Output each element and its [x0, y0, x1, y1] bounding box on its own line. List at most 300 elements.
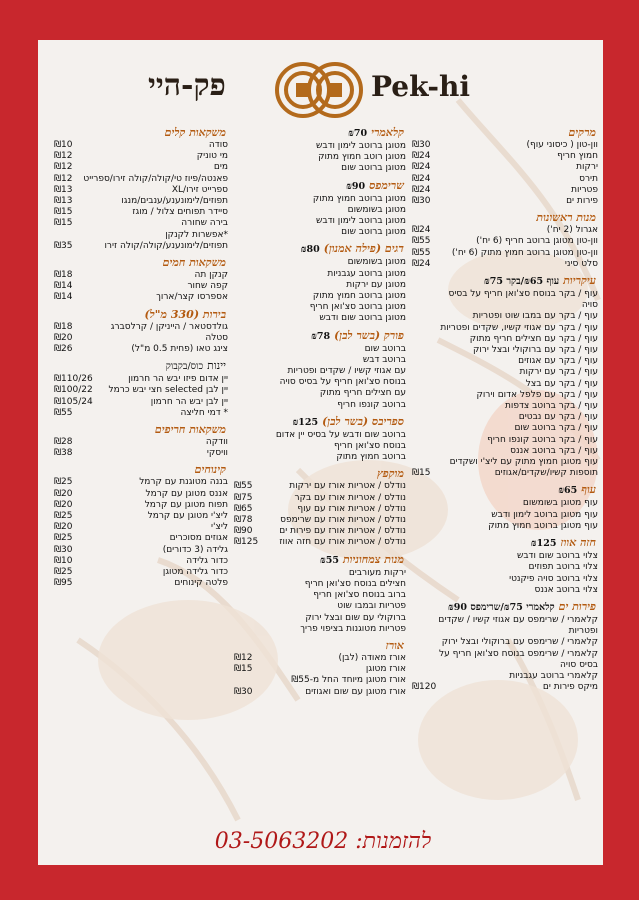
menu-item-price: ₪55	[412, 236, 431, 247]
menu-item	[234, 515, 406, 526]
menu-item-price: ₪12	[54, 162, 73, 173]
menu-item-price: ₪25	[54, 567, 73, 578]
menu-item	[234, 291, 406, 302]
section-title: פירות ים	[558, 599, 596, 613]
menu-item-name: גלידה (3 כדורים)	[162, 544, 228, 555]
menu-item-name: עוף / בקר עם אגוזים	[518, 356, 598, 367]
menu-column-right	[412, 126, 598, 697]
menu-item-price: ₪90	[234, 526, 253, 537]
menu-item	[54, 151, 228, 162]
menu-item-name: מטוגן רוטב חמוץ מתוק	[318, 152, 406, 163]
menu-item-name: עוף מטוגן ברוטב חמוץ מתוק	[488, 520, 598, 531]
menu-item-name: תפוזים/לימונענע/ענבים/מנגו	[121, 196, 228, 207]
menu-item-name: קנקן תה	[194, 270, 228, 281]
menu-item-name: עוף / בקר עם בצל	[525, 378, 598, 389]
menu-item-price: ₪125	[234, 537, 259, 548]
menu-item-name: מטוגן עם ירקות	[346, 279, 406, 290]
menu-item-name: סיידר תפוחים צלול / מוגז	[132, 207, 228, 218]
menu-item-price: ₪15	[54, 218, 73, 229]
menu-item-name: תפוזים/לימונענע/קולה/קולה זירו	[104, 240, 228, 251]
menu-item-name: קלאמרי / שרימפס עם אגוזי קשיו / שקדים ופטריות	[438, 614, 598, 637]
menu-item-name: פטריות	[571, 184, 598, 195]
section-title: יינות	[207, 359, 226, 373]
menu-item-name: אגוזים מסוכרים	[169, 533, 228, 544]
menu-item-name: מטוגן ברוטב שום	[341, 163, 406, 174]
section-heading	[412, 126, 598, 140]
menu-item-name: חמוץ חריף	[557, 151, 598, 162]
menu-item	[412, 446, 598, 457]
menu-item-price: ₪55	[54, 407, 73, 418]
menu-item-price: ₪14	[54, 281, 73, 292]
menu-item-price: ₪25	[54, 511, 73, 522]
menu-item-name: אננס מטוגן עם קרמל	[145, 488, 228, 499]
order-phone: להזמנות: 03-5063202	[214, 829, 432, 854]
menu-item-name: אורז מטוגן מיוחד החל מ-₪55	[291, 675, 406, 686]
section-title: קלאמרי	[371, 126, 404, 139]
menu-item-price: ₪20	[54, 332, 73, 343]
menu-item-name: בנוסח סצ'ואן חריף	[333, 441, 406, 452]
menu-item	[412, 562, 598, 573]
menu-item-name: אורז מאודה (לבן)	[338, 652, 406, 663]
menu-item	[412, 435, 598, 446]
menu-item	[412, 345, 598, 356]
menu-item-name: עוף / בקר עם במבו שוט ופטריות	[472, 311, 598, 322]
menu-section	[54, 308, 228, 356]
menu-item-name: יין אדום פיזו יבש הר חרמון	[128, 374, 228, 385]
menu-item-name: מטוגן בשומשום	[347, 257, 406, 268]
menu-item	[234, 257, 406, 268]
menu-item	[412, 356, 598, 367]
section-heading	[234, 126, 406, 141]
menu-section	[412, 600, 598, 693]
menu-item-price: ₪26	[54, 344, 73, 355]
menu-item	[234, 216, 406, 227]
menu-item-name: נודלס / אטריות אורז עם חזה אווז	[279, 537, 406, 548]
section-heading	[54, 359, 228, 374]
menu-item	[234, 227, 406, 238]
section-heading	[412, 274, 598, 289]
menu-item-price: ₪38	[54, 448, 73, 459]
section-heading	[234, 242, 406, 257]
menu-item-name: תפוח מטוגן עם קרמל	[144, 499, 228, 510]
menu-item-name: יין לבן selected חצי יבש כרמל	[108, 385, 228, 396]
section-price: ₪70	[348, 128, 368, 139]
section-title: משקאות חמים	[162, 256, 226, 270]
menu-item	[412, 259, 598, 270]
section-heading	[234, 179, 406, 194]
menu-item	[412, 390, 598, 401]
menu-item	[412, 401, 598, 412]
menu-section	[234, 639, 406, 698]
menu-item-name: ירקות מעורבים	[348, 567, 406, 578]
menu-item	[234, 537, 406, 548]
section-price: ₪125	[292, 416, 319, 428]
menu-item-price: ₪55	[412, 247, 431, 258]
menu-item-price: ₪30	[412, 196, 431, 207]
menu-section	[54, 256, 228, 304]
menu-item	[412, 151, 598, 162]
menu-item	[234, 624, 406, 635]
menu-section	[412, 126, 598, 207]
menu-item	[412, 248, 598, 259]
menu-item-name: צלוי ברוטב תפוזים	[528, 562, 598, 573]
section-price: ₪55	[319, 554, 339, 566]
menu-item-name: עוף / בקר עם ברוקולי ובצל ירוק	[472, 345, 598, 356]
menu-item-name: ברוב בנוסח סצ'ואן חריף	[313, 590, 406, 601]
menu-item-name: ברוטב שום ודבש על בסיס יין אדום	[275, 429, 406, 440]
section-price: ₪90	[346, 180, 366, 192]
menu-section	[412, 211, 598, 270]
section-title: משקאות חריפים	[154, 423, 226, 437]
section-heading	[54, 423, 228, 437]
section-title: קינוחים	[194, 463, 226, 477]
menu-item-price: ₪78	[234, 515, 253, 526]
menu-item-name: צלוי ברוטב סויה פיקנטי	[509, 573, 598, 584]
menu-item	[412, 468, 598, 479]
menu-item-name: ברוטב חמוץ מתוק	[336, 452, 406, 463]
menu-item	[412, 682, 598, 693]
menu-item-price: ₪105/24	[54, 396, 93, 407]
menu-item	[412, 510, 598, 521]
menu-item	[234, 366, 406, 377]
menu-item-name: מטוגן ברוטב לימון ודבש	[315, 141, 406, 151]
section-title: שרימפס	[369, 178, 404, 192]
menu-item	[412, 551, 598, 562]
menu-section	[234, 179, 406, 239]
menu-item	[412, 671, 598, 682]
menu-item-name: כדור גלידה	[186, 555, 228, 566]
menu-item	[234, 526, 406, 537]
menu-item-name: וון-טון מטוגן ברוטב חריף (6 יח')	[476, 236, 598, 247]
menu-item-name: עוף מטוגן חמוץ מתוק עם ליצ'י ושקדים	[449, 457, 598, 468]
menu-item-price: ₪30	[54, 544, 73, 555]
section-title: מנות ראשונות	[536, 211, 596, 225]
menu-item-name: מיקס פירות ים	[542, 682, 598, 693]
menu-item-name: סטלה	[205, 332, 228, 343]
menu-item	[412, 140, 598, 151]
menu-item-price: ₪25	[54, 533, 73, 544]
menu-item-name: ספרייט זירו/XL	[171, 184, 228, 195]
menu-item-name: חצילים בנוסח סצ'ואן חריף	[304, 578, 406, 589]
section-heading	[412, 536, 598, 551]
menu-item-name: וון-טון מטוגן ברוטב חמוץ מתוק (6 יח')	[451, 247, 598, 258]
menu-item	[234, 302, 406, 313]
section-title: מוקפץ	[377, 467, 404, 481]
brand-name-english: Pek-hi	[371, 70, 470, 103]
menu-item-price: ₪25	[54, 477, 73, 488]
menu-item	[412, 498, 598, 509]
section-price: ₪78	[311, 330, 331, 342]
menu-item-name: יין לבן יבש הר חרמון	[150, 396, 228, 407]
menu-item-name: עוף / בקר עם פלפל אדום וירוק	[476, 389, 598, 400]
menu-item	[54, 230, 228, 241]
menu-item-name: *אפשרות לקנקן	[165, 229, 228, 240]
menu-item	[54, 477, 228, 488]
menu-item	[234, 163, 406, 174]
menu-item-name: סלט סיני	[564, 258, 598, 269]
menu-item	[54, 437, 228, 448]
menu-item-name: קלאמרי / שרימפס בנוסח סצ'ואן חריף על בסיס סויה	[439, 648, 598, 670]
menu-section	[234, 242, 406, 324]
menu-item	[234, 481, 406, 492]
section-title: עוף	[581, 483, 596, 497]
menu-item-name: וון-טון ( כיסוני עוף)	[526, 140, 598, 150]
menu-item-name: קפה שחור	[187, 281, 228, 292]
menu-item-name: צלוי ברוטב אננס	[534, 584, 598, 595]
menu-item-price: ₪24	[412, 162, 431, 173]
menu-item-price: ₪12	[54, 173, 73, 184]
menu-item	[234, 355, 406, 366]
menu-item	[54, 408, 228, 419]
menu-item	[412, 162, 598, 173]
section-subtitle: עוף ₪65/בקר ₪75	[484, 276, 560, 288]
menu-item-price: ₪24	[412, 184, 431, 195]
menu-item	[412, 289, 598, 311]
menu-item-price: ₪13	[54, 184, 73, 195]
menu-item	[54, 556, 228, 567]
menu-item-name: מטוגן בשומשום	[347, 204, 406, 215]
menu-item-name: בירה שחורה	[181, 218, 228, 229]
menu-section	[234, 415, 406, 464]
menu-item-name: עם חצילים חריף מתוק	[319, 388, 406, 399]
menu-item	[412, 311, 598, 322]
menu-item	[412, 649, 598, 671]
menu-item-name: קלאמרי / שרימפס עם ברוקולי ובצל ירוק	[441, 637, 598, 648]
section-subtitle: קלאמרי ₪75/שרימפס ₪90	[448, 601, 555, 613]
menu-item-name: בנוסח סצ'ואן חריף על בסיס סויה	[279, 377, 406, 388]
menu-item	[412, 196, 598, 207]
menu-item-price: ₪100/22	[54, 385, 93, 396]
menu-item-price: ₪20	[54, 499, 73, 510]
menu-item	[54, 374, 228, 385]
brand-name-hebrew: פק-היי	[148, 68, 226, 103]
menu-item-name: בננה מטוגנת עם קרמל	[139, 477, 228, 488]
section-title: עיקריות	[563, 274, 596, 288]
menu-item-name: נודלס / אטריות אורז עם פירות ים	[279, 526, 406, 537]
menu-item	[54, 281, 228, 292]
menu-item-name: * דמי חליצה	[180, 407, 228, 418]
menu-item-price: ₪10	[54, 555, 73, 566]
menu-item	[412, 225, 598, 236]
section-heading	[54, 308, 228, 322]
menu-item-price: ₪30	[234, 686, 253, 697]
menu-item-name: עוף / בקר בנוסח סצ'ואן חריף על בסיס סויה	[448, 289, 598, 311]
section-title: מנות צמחוניות	[342, 552, 404, 566]
section-heading	[412, 211, 598, 225]
menu-item	[412, 615, 598, 637]
menu-item	[412, 574, 598, 585]
menu-item-name: עוף / בקר ברוטב קונפו חריף	[487, 434, 598, 445]
menu-item	[234, 579, 406, 590]
menu-item-name: גולדסטאר / הייניקן / קרלסברג	[110, 321, 228, 332]
section-title: אורז	[385, 638, 404, 652]
menu-item	[54, 162, 228, 173]
menu-item-price: ₪14	[54, 292, 73, 303]
menu-item-price: ₪10	[54, 140, 73, 150]
menu-item	[234, 194, 406, 205]
menu-item	[54, 174, 228, 185]
menu-item-name: פטריות מטוגנות בציפוי פריך	[300, 623, 406, 634]
menu-item-price: ₪12	[234, 652, 253, 663]
menu-item	[234, 601, 406, 612]
menu-item-name: פלטה קינוחים	[174, 578, 228, 589]
menu-item-price: ₪18	[54, 321, 73, 332]
menu-item-name: מטוגן ברוטב חמוץ מתוק	[312, 291, 406, 302]
menu-item-name: נודלס / אטריות אורז עם שרימפס	[280, 515, 406, 526]
menu-sheet	[38, 40, 603, 865]
section-price: ₪65	[558, 485, 578, 497]
section-heading	[234, 639, 406, 653]
menu-item	[412, 457, 598, 468]
menu-item-price: ₪20	[54, 522, 73, 533]
menu-section	[412, 536, 598, 596]
menu-item-price: ₪35	[54, 240, 73, 251]
section-heading	[54, 126, 228, 140]
menu-item	[412, 185, 598, 196]
menu-item	[54, 385, 228, 396]
menu-item-price: ₪55	[234, 481, 253, 492]
menu-item	[54, 196, 228, 207]
menu-item-name: נודלס / אטריות אורז עם עוף	[297, 503, 406, 514]
menu-item	[54, 448, 228, 459]
menu-item-name: פירות ים	[566, 196, 598, 207]
menu-item-name: פטריות ובמבו שוט	[337, 601, 406, 612]
menu-item	[412, 334, 598, 345]
menu-item	[54, 185, 228, 196]
menu-item-name: אורז מטוגן	[365, 664, 406, 675]
menu-item-name: ליצ'י	[211, 522, 228, 533]
menu-section	[234, 126, 406, 175]
menu-item	[234, 653, 406, 664]
menu-item	[234, 441, 406, 452]
section-price: ₪80	[300, 244, 320, 256]
menu-item-name: ירקות	[576, 162, 598, 173]
menu-item-price: ₪65	[234, 503, 253, 514]
menu-item	[54, 522, 228, 533]
section-heading	[234, 467, 406, 481]
menu-item-name: מטוגן ברוטב עגבניות	[327, 268, 406, 279]
menu-item	[412, 323, 598, 334]
menu-item-price: ₪18	[54, 270, 73, 281]
menu-item	[54, 489, 228, 500]
menu-item	[412, 585, 598, 596]
menu-item-price: ₪24	[412, 151, 431, 162]
menu-item-price: ₪24	[412, 173, 431, 184]
menu-item-name: מטוגן ברוטב שום ודבש	[319, 313, 406, 324]
menu-item-name: אספרסו קצר/ארוך	[156, 292, 228, 303]
menu-item	[54, 333, 228, 344]
menu-section	[234, 329, 406, 411]
menu-item-price: ₪95	[54, 578, 73, 589]
menu-item-name: עם אגוזי קשיו / שקדים ופטריות	[287, 366, 406, 377]
menu-item-price: ₪24	[412, 225, 431, 236]
menu-item-name: עוף מטוגן בשומשום	[522, 498, 598, 509]
menu-item-name: ברוטב שום	[364, 343, 406, 354]
menu-item-name: מטוגן ברוטב סצ'ואן חריף	[309, 302, 406, 313]
menu-item-name: עוף / בקר עם אגוזי קשיו, שקדים ופטריות	[440, 322, 598, 333]
menu-item	[234, 493, 406, 504]
menu-item	[54, 218, 228, 229]
menu-item	[54, 533, 228, 544]
menu-item-name: סודה	[208, 140, 228, 150]
section-price: ₪125	[530, 538, 557, 550]
menu-item	[412, 174, 598, 185]
section-title: ספריבס (בשר לבן)	[322, 414, 404, 428]
menu-item	[54, 292, 228, 303]
menu-item	[234, 344, 406, 355]
menu-item-name: קלאמרי ברוטב עגבניות	[509, 670, 598, 681]
menu-section	[412, 483, 598, 532]
menu-item-price: ₪75	[234, 492, 253, 503]
menu-item-name: נודלס / אטריות אורז עם בקר	[294, 492, 406, 503]
menu-item-name: ברוטב קונפו חריף	[337, 399, 406, 410]
menu-item-name: ליצ'י מטוגן עם קרמל	[147, 511, 228, 522]
section-title: משקאות קלים	[164, 126, 226, 139]
menu-item	[412, 637, 598, 648]
section-heading	[234, 329, 406, 344]
menu-item	[412, 423, 598, 434]
menu-item	[54, 545, 228, 556]
menu-item	[234, 664, 406, 675]
menu-item-price: ₪12	[54, 151, 73, 162]
menu-item-price: ₪13	[54, 196, 73, 207]
menu-section	[54, 463, 228, 589]
menu-item-name: תוספות קשיו/שקדים/אגוזים	[494, 468, 598, 479]
menu-item	[234, 452, 406, 463]
menu-item-name: אגרול (2 יח')	[546, 225, 598, 236]
menu-item-name: מטוגן ברוטב לימון ודבש	[315, 216, 406, 227]
menu-item-name: ברוקולי עם שום ובצל ירוק	[305, 612, 406, 623]
restaurant-logo	[38, 58, 603, 122]
menu-item	[54, 397, 228, 408]
menu-item-name: אורז מטוגן עם שום ואגוזים	[305, 686, 406, 697]
menu-item	[412, 412, 598, 423]
menu-item	[234, 568, 406, 579]
menu-item	[54, 344, 228, 355]
menu-item-name: עוף / בקר עם נבטים	[518, 412, 598, 423]
menu-item-name: מטוגן ברוטב חמוץ מתוק	[312, 193, 406, 204]
section-heading	[234, 553, 406, 568]
menu-item	[412, 367, 598, 378]
menu-item	[234, 613, 406, 624]
menu-item-name: צינג טאו (פחית 0.5 מ"ל)	[131, 344, 228, 355]
menu-section	[54, 126, 228, 252]
menu-item	[54, 140, 228, 151]
section-heading	[54, 463, 228, 477]
section-heading	[412, 483, 598, 498]
menu-item	[234, 152, 406, 163]
menu-item	[54, 241, 228, 252]
menu-item-name: מי טוניק	[196, 151, 228, 162]
menu-item-name: פאנטה/פיוז טי/קולה/קולה זירו/ספרייט	[83, 173, 228, 184]
menu-item-name: ברוטב דבש	[362, 354, 406, 365]
menu-item	[234, 377, 406, 388]
menu-item-name: עוף / בקר ברוטב שום	[514, 423, 598, 434]
menu-section	[412, 274, 598, 479]
menu-item	[54, 322, 228, 333]
menu-item-price: ₪110/26	[54, 374, 93, 385]
menu-item	[234, 205, 406, 216]
menu-item-price: ₪15	[234, 664, 253, 675]
menu-item	[412, 236, 598, 247]
menu-item-name: עוף מטוגן ברוטב לימון ודבש	[491, 509, 598, 520]
menu-column-middle	[234, 126, 406, 702]
section-title: מרקים	[568, 126, 596, 139]
menu-item-name: וודקה	[205, 437, 228, 448]
section-subtitle: כוס/בקבוק	[165, 361, 204, 373]
menu-item	[234, 687, 406, 698]
menu-item	[412, 379, 598, 390]
